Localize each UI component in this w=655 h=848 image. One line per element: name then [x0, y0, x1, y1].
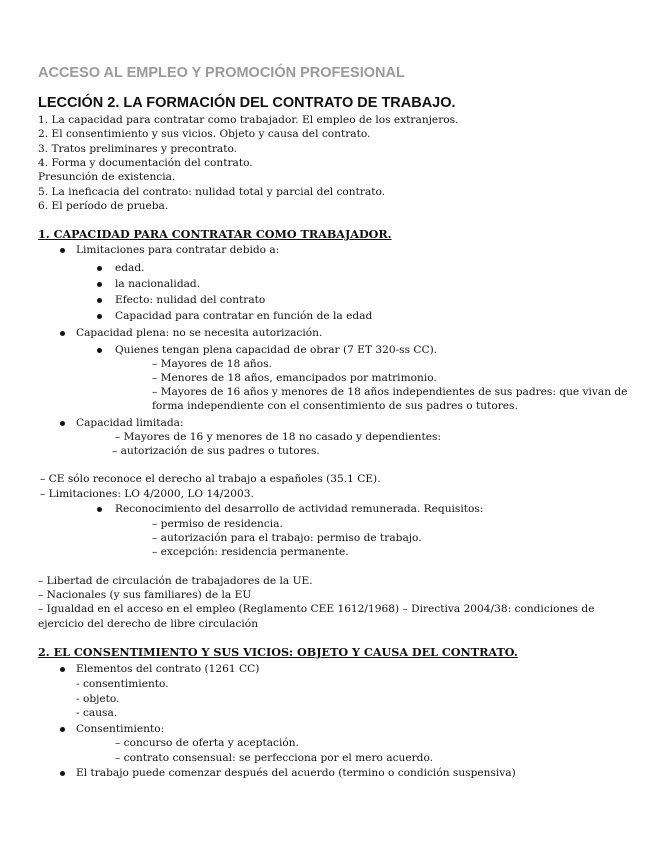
bullet-icon	[97, 348, 102, 353]
section-heading: 2. EL CONSENTIMIENTO Y SUS VICIOS: OBJETO Y CAUSA DEL CONTRATO.	[38, 645, 518, 659]
bullet-icon	[60, 248, 65, 253]
list-item: – permiso de residencia.	[152, 518, 283, 530]
toc-item: 6. El período de prueba.	[38, 200, 169, 212]
list-item: – Mayores de 16 y menores de 18 no casado y dependientes:	[115, 431, 442, 443]
list-item: Capacidad para contratar en función de la edad	[115, 310, 373, 322]
list-item: edad.	[115, 262, 145, 274]
list-item: El trabajo puede comenzar después del acuerdo (termino o condición suspensiva)	[76, 767, 516, 779]
bullet-icon	[97, 507, 102, 512]
toc-item: 5. La ineficacia del contrato: nulidad total y parcial del contrato.	[38, 186, 386, 198]
bullet-icon	[60, 727, 65, 732]
paragraph-line: – Igualdad en el acceso en el empleo (Reglamento CEE 1612/1968) – Directiva 2004/38: condiciones de	[38, 603, 595, 615]
list-item: Reconocimiento del desarrollo de actividad remunerada. Requisitos:	[115, 503, 484, 515]
paragraph-line: ejercicio del derecho de libre circulación	[38, 618, 259, 630]
list-item: – autorización de sus padres o tutores.	[112, 445, 320, 457]
list-item: la nacionalidad.	[115, 278, 201, 290]
list-item: – concurso de oferta y aceptación.	[115, 737, 299, 749]
document-title: ACCESO AL EMPLEO Y PROMOCIÓN PROFESIONAL	[38, 65, 405, 81]
paragraph-line: – CE sólo reconoce el derecho al trabajo a españoles (35.1 CE).	[40, 473, 381, 485]
list-item: - causa.	[76, 707, 118, 719]
list-item: Elementos del contrato (1261 CC)	[76, 663, 260, 675]
bullet-icon	[60, 667, 65, 672]
list-item: – Menores de 18 años, emancipados por matrimonio.	[152, 372, 437, 384]
toc-item: 2. El consentimiento y sus vicios. Objeto y causa del contrato.	[38, 128, 371, 140]
list-item: Efecto: nulidad del contrato	[115, 294, 266, 306]
list-item: - consentimiento.	[76, 678, 169, 690]
list-item: – Mayores de 16 años y menores de 18 años independientes de sus padres: que vivan de	[152, 386, 628, 398]
toc-item: 4. Forma y documentación del contrato.	[38, 157, 253, 169]
list-item: – autorización para el trabajo: permiso de trabajo.	[152, 532, 422, 544]
bullet-icon	[60, 421, 65, 426]
section-heading: 1. CAPACIDAD PARA CONTRATAR COMO TRABAJADOR.	[38, 227, 392, 241]
list-item: forma independiente con el consentimiento de sus padres o tutores.	[152, 400, 518, 412]
bullet-icon	[97, 282, 102, 287]
list-item: Limitaciones para contratar debido a:	[76, 244, 280, 256]
toc-item: 1. La capacidad para contratar como trabajador. El empleo de los extranjeros.	[38, 114, 459, 126]
bullet-icon	[97, 298, 102, 303]
bullet-icon	[60, 331, 65, 336]
list-item: – excepción: residencia permanente.	[152, 546, 349, 558]
lesson-title: LECCIÓN 2. LA FORMACIÓN DEL CONTRATO DE TRABAJO.	[38, 95, 456, 111]
paragraph-line: – Nacionales (y sus familiares) de la EU	[38, 589, 252, 601]
bullet-icon	[60, 771, 65, 776]
bullet-icon	[97, 266, 102, 271]
list-item: Capacidad plena: no se necesita autorización.	[76, 327, 323, 339]
list-item: Capacidad limitada:	[76, 417, 184, 429]
list-item: Quienes tengan plena capacidad de obrar (7 ET 320-ss CC).	[115, 344, 438, 356]
list-item: Consentimiento:	[76, 723, 165, 735]
list-item: – contrato consensual: se perfecciona por el mero acuerdo.	[115, 752, 434, 764]
toc-item: 3. Tratos preliminares y precontrato.	[38, 143, 238, 155]
list-item: – Mayores de 18 años.	[152, 358, 272, 370]
paragraph-line: – Limitaciones: LO 4/2000, LO 14/2003.	[40, 488, 254, 500]
bullet-icon	[97, 314, 102, 319]
list-item: - objeto.	[76, 693, 120, 705]
toc-item: Presunción de existencia.	[38, 171, 176, 183]
paragraph-line: – Libertad de circulación de trabajadores de la UE.	[38, 575, 313, 587]
